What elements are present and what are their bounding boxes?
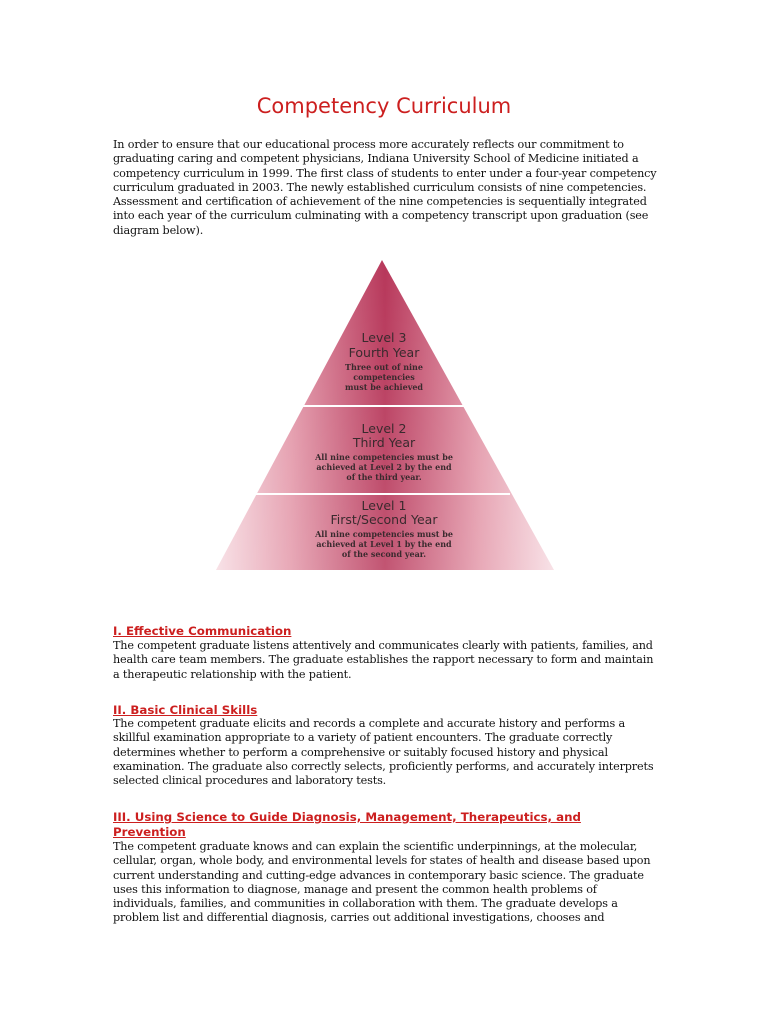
level-3-desc-line-1: Three out of nine xyxy=(345,362,423,372)
level-1-desc-line-1: All nine competencies must be xyxy=(315,529,453,539)
level-2-label: Level 2 xyxy=(361,421,407,436)
competency-pyramid-diagram xyxy=(212,256,558,574)
level-3-desc-line-3: must be achieved xyxy=(344,382,424,392)
level-2-year: Third Year xyxy=(352,435,416,450)
level-1-desc-line-3: of the second year. xyxy=(341,549,427,559)
section-body-using-science: The competent graduate knows and can explain the scientific underpinnings, at the molecular, cellular, organ, whole body, and environmental levels for states of health and disease based upon current understanding and cutting-edge advances in contemporary basic science. The graduate uses this information to diagnose, manage and present the common health problems of individuals, families, and communities in collaboration with them. The graduate develops a problem list and differential diagnosis, carries out additional investigations, chooses and xyxy=(113,840,651,925)
section-heading-using-science[interactable]: III. Using Science to Guide Diagnosis, Management, Therapeutics, and Prevention xyxy=(113,810,581,839)
level-1-desc-line-2: achieved at Level 1 by the end xyxy=(316,539,452,549)
section-body-effective-communication: The competent graduate listens attentively and communicates clearly with patients, families, and health care team members. The graduate establishes the rapport necessary to form and maintain a therapeutic relationship with the patient. xyxy=(113,639,654,681)
intro-paragraph: In order to ensure that our educational process more accurately reflects our commitment to graduating caring and competent physicians, Indiana University School of Medicine initiated a competency curriculum in 1999. The first class of students to enter under a four-year competency curriculum graduated in 2003. The newly established curriculum consists of nine competencies. Assessment and certification of achievement of the nine competencies is sequentially integrated into each year of the curriculum culminating with a competency transcript upon graduation (see diagram below). xyxy=(113,138,657,237)
level-2-desc-line-2: achieved at Level 2 by the end xyxy=(316,462,452,472)
section-heading-effective-communication[interactable]: I. Effective Communication xyxy=(113,624,292,638)
page-title: Competency Curriculum xyxy=(256,94,512,118)
level-1-year: First/Second Year xyxy=(330,512,438,527)
level-2-desc-line-3: of the third year. xyxy=(346,472,422,482)
level-3-label: Level 3 xyxy=(361,330,407,345)
level-1-label: Level 1 xyxy=(361,498,407,513)
level-3-year: Fourth Year xyxy=(348,345,420,360)
level-2-desc-line-1: All nine competencies must be xyxy=(315,452,453,462)
section-heading-basic-clinical-skills[interactable]: II. Basic Clinical Skills xyxy=(113,703,258,717)
section-body-basic-clinical-skills: The competent graduate elicits and records a complete and accurate history and performs a skillful examination appropriate to a variety of patient encounters. The graduate correctly determines whether to perform a comprehensive or suitably focused history and physical examination. The graduate also correctly selects, proficiently performs, and accurately interprets selected clinical procedures and laboratory tests. xyxy=(113,717,654,788)
level-3-desc-line-2: competencies xyxy=(353,372,415,382)
